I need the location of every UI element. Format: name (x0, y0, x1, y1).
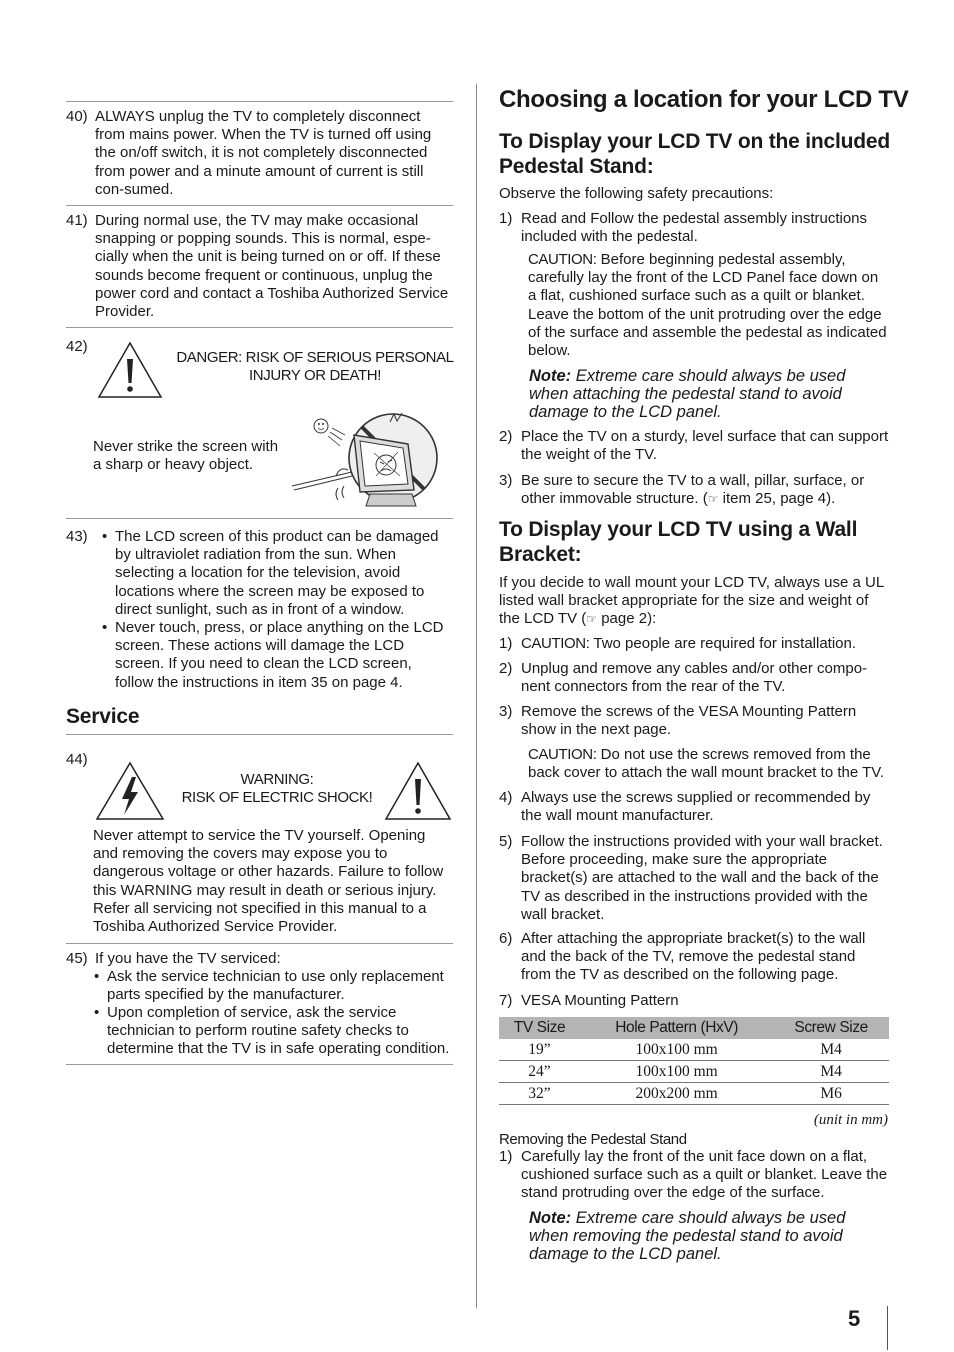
electric-shock-warning (170, 771, 384, 807)
step-number: 1) (499, 210, 513, 227)
bullet: • (102, 619, 108, 636)
table-cell: 100x100 mm (580, 1061, 773, 1083)
pedestal-step-1: Read and Follow the pedestal assembly instructions included with the pedestal. (521, 210, 868, 246)
item-number: 43) (66, 528, 88, 545)
caution-label: CAUTION: (521, 635, 590, 652)
wall-step-4: Always use the screws supplied or recommended by the wall mount manufacturer. (521, 789, 871, 825)
table-cell: M4 (773, 1039, 889, 1061)
table-cell: 24” (499, 1061, 580, 1083)
warning-line-2: RISK OF ELECTRIC SHOCK! (181, 789, 373, 807)
caution-label: CAUTION: (528, 251, 597, 268)
service-heading: Service (66, 705, 140, 728)
step-number: 7) (499, 992, 513, 1009)
wall-step-3: Remove the screws of the VESA Mounting Pattern show in the next page. (521, 703, 857, 739)
caution-label: CAUTION: (528, 746, 597, 763)
pointing-hand-icon: ☞ (707, 492, 719, 507)
wall-intro-text-a: If you decide to wall mount your LCD TV, always use a UL listed wall bracket appropriate for the size and weight of the LCD TV ( (499, 574, 884, 628)
bullet: • (94, 1004, 100, 1021)
pedestal-heading-line-2: Pedestal Stand: (499, 155, 654, 178)
column-header: TV Size (499, 1017, 580, 1039)
table-cell: M4 (773, 1061, 889, 1083)
column-header: Screw Size (773, 1017, 889, 1039)
table-cell: 32” (499, 1083, 580, 1105)
removing-note (529, 1209, 889, 1263)
danger-line-1: DANGER: RISK OF SERIOUS PERSONAL (176, 349, 454, 366)
page-number-rule (887, 1306, 888, 1350)
step-number: 5) (499, 833, 513, 850)
bullet: • (102, 528, 108, 545)
pedestal-intro: Observe the following safety precautions: (499, 185, 774, 202)
removing-step-1: Carefully lay the front of the unit face down on a flat, cushioned surface such as a quilt or blanket. Leave the stand protruding over the edge of the surface. (521, 1148, 888, 1202)
wall-heading-line-2: Bracket: (499, 543, 582, 566)
pedestal-note (529, 367, 889, 421)
item-43-bullet-2: Never touch, press, or place anything on the LCD screen. These actions will damage the LCD screen. If you need to clean the LCD screen, follow the instructions in item 35 on page 4. (115, 619, 444, 691)
item-45-intro: If you have the TV serviced: (95, 950, 281, 967)
wall-intro (499, 574, 889, 629)
warning-line-1: WARNING: (240, 771, 314, 788)
caution-text: Two people are required for installation. (589, 635, 857, 652)
pedestal-caution (528, 251, 888, 360)
item-43-bullet-1: The LCD screen of this product can be damaged by ultraviolet radiation from the sun. When selecting a location for the television, avoid locations where the screen may be exposed to direct sunlight, such as in front of a window. (115, 528, 439, 618)
danger-line-2: INJURY OR DEATH! (249, 367, 381, 385)
wall-step-5: Follow the instructions provided with your wall bracket. Before proceeding, make sure the appropriate bracket(s) are attached to the wall and the back of the TV as described in the instructions provided with the wall bracket. (521, 833, 883, 923)
step-number: 3) (499, 472, 513, 489)
item-45-bullet-2: Upon completion of service, ask the service technician to perform routine safety checks to determine that the TV is in safe operating condition. (107, 1004, 450, 1058)
note-text: Extreme care should always be used when attaching the pedestal stand to avoid damage to the LCD panel. (529, 367, 846, 421)
table-header-row (499, 1017, 889, 1039)
table-cell: 200x200 mm (580, 1083, 773, 1105)
vesa-table (499, 1017, 889, 1105)
note-text: Extreme care should always be used when removing the pedestal stand to avoid damage to the LCD panel. (529, 1209, 846, 1263)
divider (66, 327, 453, 328)
step-3-text-b: item 25, page 4). (718, 490, 836, 508)
step-number: 2) (499, 428, 513, 445)
item-number: 40) (66, 108, 88, 125)
item-41-text: During normal use, the TV may make occasional snapping or popping sounds. This is normal, espe-cially when the unit is being turned on or off. If these sounds become frequent or continuous, unplug the power cord and contact a Toshiba Authorized Service Provider. (95, 212, 449, 321)
item-40-text: ALWAYS unplug the TV to completely disconnect from mains power. When the TV is turned off using the on/off switch, it is not completely disconnected from power and a minute amount of current is still con-sumed. (95, 108, 432, 198)
item-number: 42) (66, 338, 88, 355)
page-number: 5 (848, 1306, 861, 1331)
exclamation-triangle-icon (97, 341, 163, 399)
lightning-triangle-icon (95, 761, 165, 821)
pedestal-step-3 (521, 472, 889, 508)
wall-heading (499, 517, 857, 567)
exclamation-triangle-icon (384, 761, 452, 821)
pedestal-heading-line-1: To Display your LCD TV on the included (499, 130, 891, 153)
divider (66, 943, 453, 944)
divider (66, 205, 453, 206)
item-44-text: Never attempt to service the TV yourself. Opening and removing the covers may expose you to dangerous voltage or other hazards. Failure to follow this WARNING may result in death or serious injury. Refer all servicing not specified in this manual to a Toshiba Authorized Service Provider. (93, 827, 444, 936)
wall-intro-text-b: page 2): (597, 610, 657, 628)
bullet: • (94, 968, 100, 985)
strike-caption (93, 438, 278, 474)
wall-step-1 (521, 635, 889, 653)
table-cell: 19” (499, 1039, 580, 1061)
wall-heading-line-1: To Display your LCD TV using a Wall (499, 518, 858, 541)
caption-line-1: Never strike the screen with (93, 438, 279, 455)
caption-line-2: a sharp or heavy object. (93, 456, 254, 474)
step-number: 4) (499, 789, 513, 806)
divider (66, 734, 453, 735)
divider (66, 518, 453, 519)
item-number: 45) (66, 950, 88, 967)
wall-caution (528, 746, 892, 782)
table-cell: 100x100 mm (580, 1039, 773, 1061)
item-number: 44) (66, 751, 88, 768)
divider (66, 101, 453, 102)
item-45-bullet-1: Ask the service technician to use only replacement parts specified by the manufacturer. (107, 968, 444, 1004)
wall-step-2: Unplug and remove any cables and/or other compo-nent connectors from the rear of the TV. (521, 660, 868, 696)
unit-note: (unit in mm) (813, 1112, 888, 1128)
table-row (499, 1039, 889, 1061)
pedestal-step-2: Place the TV on a sturdy, level surface that can support the weight of the TV. (521, 428, 889, 464)
note-label: Note: (529, 1209, 572, 1227)
step-number: 6) (499, 930, 513, 947)
removing-heading: Removing the Pedestal Stand (499, 1131, 687, 1148)
pointing-hand-icon: ☞ (586, 612, 598, 627)
caution-text: Do not use the screws removed from the back cover to attach the wall mount bracket to the TV. (528, 746, 885, 782)
note-label: Note: (529, 367, 572, 385)
tv-strike-illustration (290, 410, 450, 510)
step-number: 1) (499, 1148, 513, 1165)
danger-warning (164, 349, 466, 385)
column-divider (476, 84, 477, 1308)
table-row (499, 1083, 889, 1105)
wall-step-7: VESA Mounting Pattern (521, 992, 679, 1009)
table-row (499, 1061, 889, 1083)
step-number: 2) (499, 660, 513, 677)
page-title: Choosing a location for your LCD TV (499, 86, 909, 113)
divider (66, 1064, 453, 1065)
caution-text: Before beginning pedestal assembly, carefully lay the front of the LCD Panel face down on a flat, cushioned surface such as a quilt or blanket. Leave the bottom of the unit protruding over the edge of the surface and assemble the pedestal as indicated below. (528, 251, 887, 360)
step-number: 3) (499, 703, 513, 720)
item-number: 41) (66, 212, 88, 229)
wall-step-6: After attaching the appropriate bracket(s) to the wall and the back of the TV, remove the pedestal stand from the TV as described on the following page. (521, 930, 866, 984)
column-header: Hole Pattern (HxV) (580, 1017, 773, 1039)
step-number: 1) (499, 635, 513, 652)
step-3-text-a: Be sure to secure the TV to a wall, pillar, surface, or other immovable structure. ( (521, 472, 865, 508)
table-cell: M6 (773, 1083, 889, 1105)
pedestal-heading (499, 129, 890, 179)
